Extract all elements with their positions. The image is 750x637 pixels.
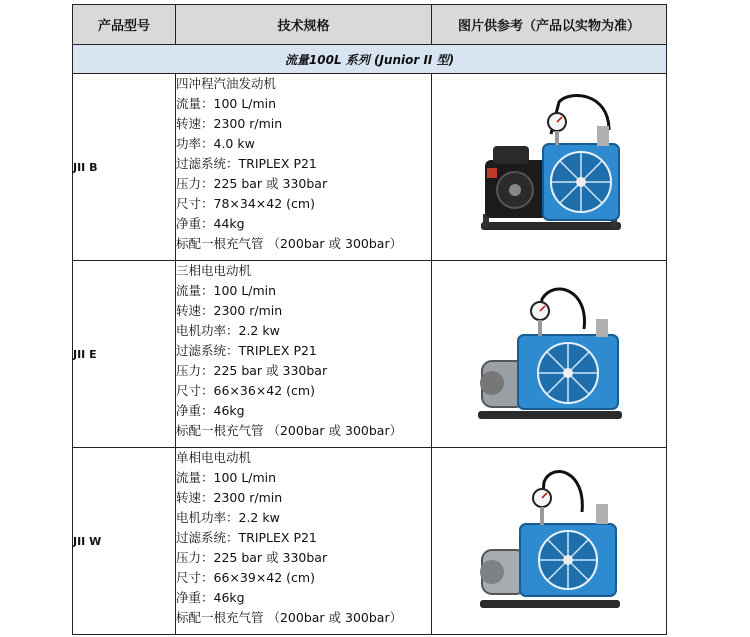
- model-cell: JII E: [73, 261, 176, 448]
- image-cell: [432, 74, 667, 261]
- spec-line: 尺寸：66×39×42 (cm): [176, 570, 315, 585]
- spec-line: 过滤系统：TRIPLEX P21: [176, 156, 317, 171]
- spec-line: 压力：225 bar 或 330bar: [176, 363, 328, 378]
- image-cell: [432, 448, 667, 635]
- header-model: 产品型号: [73, 5, 176, 45]
- model-cell: JII W: [73, 448, 176, 635]
- model-cell: JII B: [73, 74, 176, 261]
- spec-line: 尺寸：78×34×42 (cm): [176, 196, 315, 211]
- electric-compressor-image: [464, 269, 634, 439]
- spec-line: 流量：100 L/min: [176, 96, 277, 111]
- spec-line: 过滤系统：TRIPLEX P21: [176, 343, 317, 358]
- spec-line: 标配一根充气管 （200bar 或 300bar）: [176, 610, 403, 625]
- spec-line: 电机功率：2.2 kw: [176, 323, 280, 338]
- spec-line: 标配一根充气管 （200bar 或 300bar）: [176, 423, 403, 438]
- header-spec: 技术规格: [176, 5, 432, 45]
- spec-line: 净重：44kg: [176, 216, 245, 231]
- product-row: [73, 448, 667, 635]
- spec-line: 转速：2300 r/min: [176, 116, 283, 131]
- spec-line: 尺寸：66×36×42 (cm): [176, 383, 315, 398]
- spec-line: 净重：46kg: [176, 403, 245, 418]
- header-row: [73, 5, 667, 45]
- spec-line: 净重：46kg: [176, 590, 245, 605]
- spec-cell: [176, 448, 432, 635]
- spec-line: 转速：2300 r/min: [176, 303, 283, 318]
- spec-line: 转速：2300 r/min: [176, 490, 283, 505]
- spec-line: 流量：100 L/min: [176, 470, 277, 485]
- header-image: 图片供参考（产品以实物为准）: [432, 5, 667, 45]
- gasoline-compressor-image: [459, 82, 639, 252]
- spec-line: 四冲程汽油发动机: [176, 76, 277, 91]
- product-row: [73, 74, 667, 261]
- spec-line: 电机功率：2.2 kw: [176, 510, 280, 525]
- series-row: [73, 45, 667, 74]
- image-cell: [432, 261, 667, 448]
- electric-compressor-image: [464, 456, 634, 626]
- spec-line: 单相电电动机: [176, 450, 252, 465]
- spec-line: 压力：225 bar 或 330bar: [176, 176, 328, 191]
- product-row: [73, 261, 667, 448]
- spec-cell: [176, 261, 432, 448]
- spec-line: 流量：100 L/min: [176, 283, 277, 298]
- spec-line: 过滤系统：TRIPLEX P21: [176, 530, 317, 545]
- spec-cell: [176, 74, 432, 261]
- product-spec-table: [72, 4, 667, 635]
- spec-line: 压力：225 bar 或 330bar: [176, 550, 328, 565]
- series-title: 流量100L 系列 (Junior II 型): [73, 45, 667, 74]
- spec-line: 三相电电动机: [176, 263, 252, 278]
- spec-line: 功率：4.0 kw: [176, 136, 255, 151]
- spec-line: 标配一根充气管 （200bar 或 300bar）: [176, 236, 403, 251]
